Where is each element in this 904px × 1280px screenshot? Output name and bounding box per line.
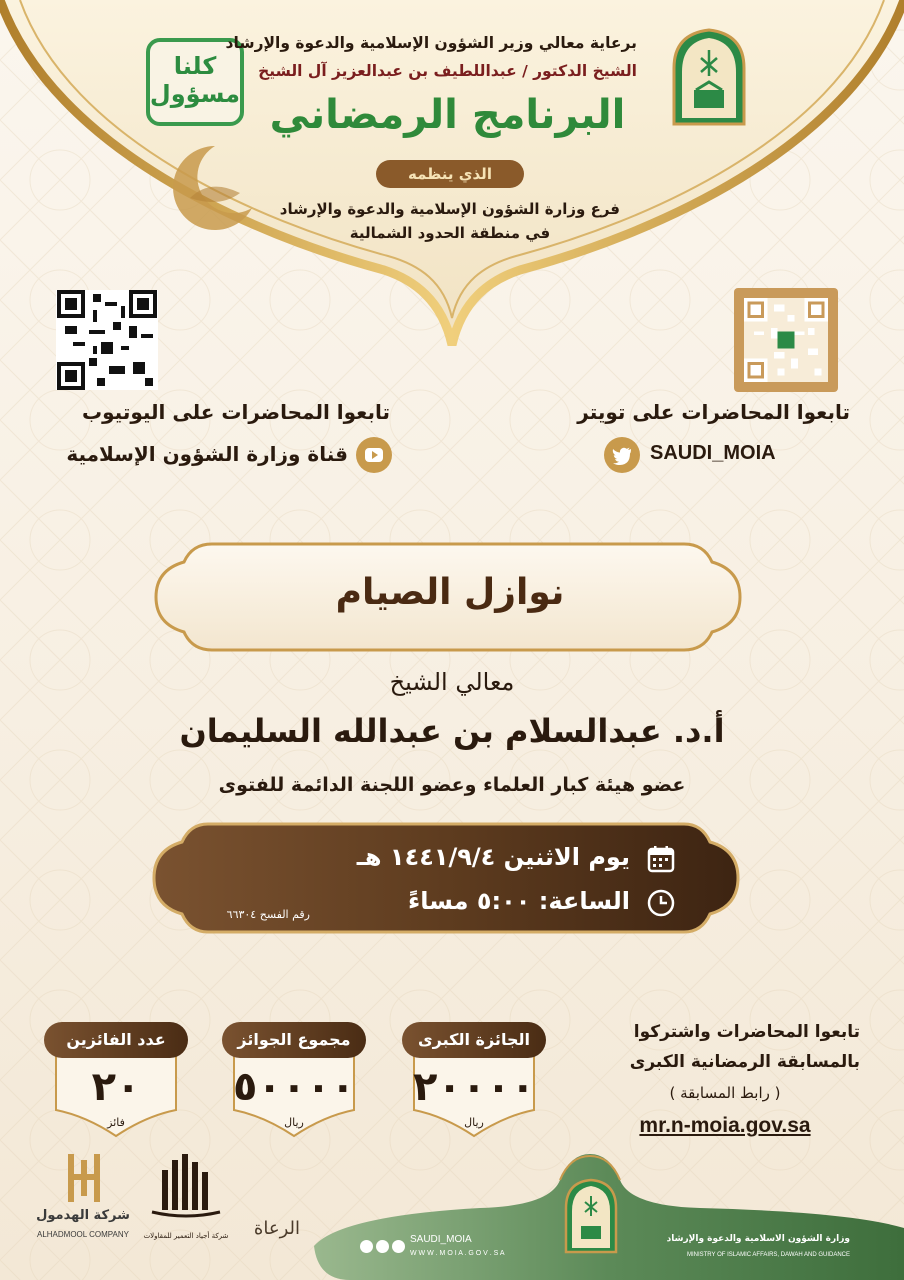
- sponsor-alhadmool-name-en: ALHADMOOL COMPANY: [36, 1230, 129, 1239]
- lecture-title: نوازل الصيام: [335, 572, 565, 613]
- prize-value: ٢٠٠٠٠: [412, 1064, 536, 1110]
- instagram-small-icon[interactable]: [376, 1240, 389, 1253]
- sponsor-alhadmool-name-ar: شركة الهدمول: [36, 1208, 130, 1223]
- speaker-honorific: معالي الشيخ: [389, 668, 515, 696]
- prize-unit: ريال: [284, 1116, 304, 1129]
- twitter-label: تابعوا المحاضرات على تويتر: [577, 400, 850, 424]
- footer-social-icons: [360, 1240, 410, 1254]
- youtube-icon[interactable]: [356, 437, 392, 473]
- twitter-small-icon[interactable]: [360, 1240, 373, 1253]
- prize-badge: [222, 1020, 394, 1140]
- patron-line-1: برعاية معالي وزير الشؤون الإسلامية والدعوة والإرشاد: [225, 34, 637, 52]
- clock-icon: [646, 888, 676, 918]
- competition-line-2: بالمسابقة الرمضانية الكبرى: [629, 1052, 860, 1072]
- lecture-time: الساعة: ٥:٠٠ مساءً: [407, 887, 630, 915]
- prize-label: الجائزة الكبرى: [402, 1022, 546, 1058]
- sponsor-ajyad-logo: [146, 1150, 226, 1230]
- speaker-name: أ.د. عبدالسلام بن عبدالله السليمان: [179, 712, 725, 750]
- campaign-logo-text: كلنا مسؤول: [149, 52, 240, 108]
- footer-ministry-ar: وزارة الشؤون الاسلامية والدعوة والإرشاد: [666, 1234, 850, 1244]
- crescent-icon: [160, 138, 260, 238]
- prize-badge: [44, 1020, 216, 1140]
- organized-by-badge: الذي ينظمه: [376, 160, 524, 188]
- youtube-label: تابعوا المحاضرات على اليوتيوب: [82, 400, 390, 424]
- facebook-small-icon[interactable]: [392, 1240, 405, 1253]
- calendar-icon: [646, 844, 676, 874]
- footer-website[interactable]: W W W . M O I A . G O V . S A: [410, 1250, 505, 1257]
- ministry-emblem: [668, 28, 750, 126]
- branch-line-1: فرع وزارة الشؤون الإسلامية والدعوة والإرشاد: [279, 200, 620, 218]
- footer-ministry-emblem: [562, 1178, 620, 1254]
- competition-line-1: تابعوا المحاضرات واشتركوا: [633, 1022, 860, 1042]
- patron-line-2: الشيخ الدكتور / عبداللطيف بن عبدالعزيز آل الشيخ: [258, 62, 637, 80]
- twitter-qr-frame[interactable]: [734, 288, 838, 392]
- prize-badge: [402, 1020, 574, 1140]
- sponsor-alhadmool-logo: [62, 1150, 106, 1206]
- youtube-channel-name[interactable]: قناة وزارة الشؤون الإسلامية: [66, 442, 348, 466]
- prize-unit: ريال: [464, 1116, 484, 1129]
- prize-label: مجموع الجوائز: [222, 1022, 366, 1058]
- twitter-icon[interactable]: [604, 437, 640, 473]
- competition-line-3: ( رابط المسابقة ): [669, 1084, 781, 1102]
- branch-line-2: في منطقة الحدود الشمالية: [349, 224, 551, 242]
- prize-unit: فائز: [107, 1116, 125, 1129]
- youtube-qr-code[interactable]: [56, 290, 158, 390]
- footer-ministry-en: MINISTRY OF ISLAMIC AFFAIRS, DAWAH AND GUIDANCE: [686, 1252, 850, 1258]
- sponsor-ajyad-name: شركة أجياد التعمير للمقاولات: [143, 1232, 229, 1240]
- twitter-handle[interactable]: SAUDI_MOIA: [650, 442, 776, 464]
- speaker-role: عضو هيئة كبار العلماء وعضو اللجنة الدائمة للفتوى: [218, 774, 686, 796]
- lecture-date: يوم الاثنين ١٤٤١/٩/٤ هـ: [356, 843, 630, 871]
- footer-handle[interactable]: SAUDI_MOIA: [410, 1234, 472, 1245]
- competition-url[interactable]: mr.n-moia.gov.sa: [639, 1114, 811, 1137]
- permit-number: رقم الفسح ٦٦٣٠٤: [226, 908, 310, 921]
- sponsors-label: الرعاة: [253, 1218, 300, 1239]
- prize-value: ٢٠: [91, 1064, 141, 1110]
- program-title: البرنامج الرمضاني: [269, 92, 626, 138]
- prize-label: عدد الفائزين: [44, 1022, 188, 1058]
- prize-value: ٥٠٠٠٠: [232, 1064, 356, 1110]
